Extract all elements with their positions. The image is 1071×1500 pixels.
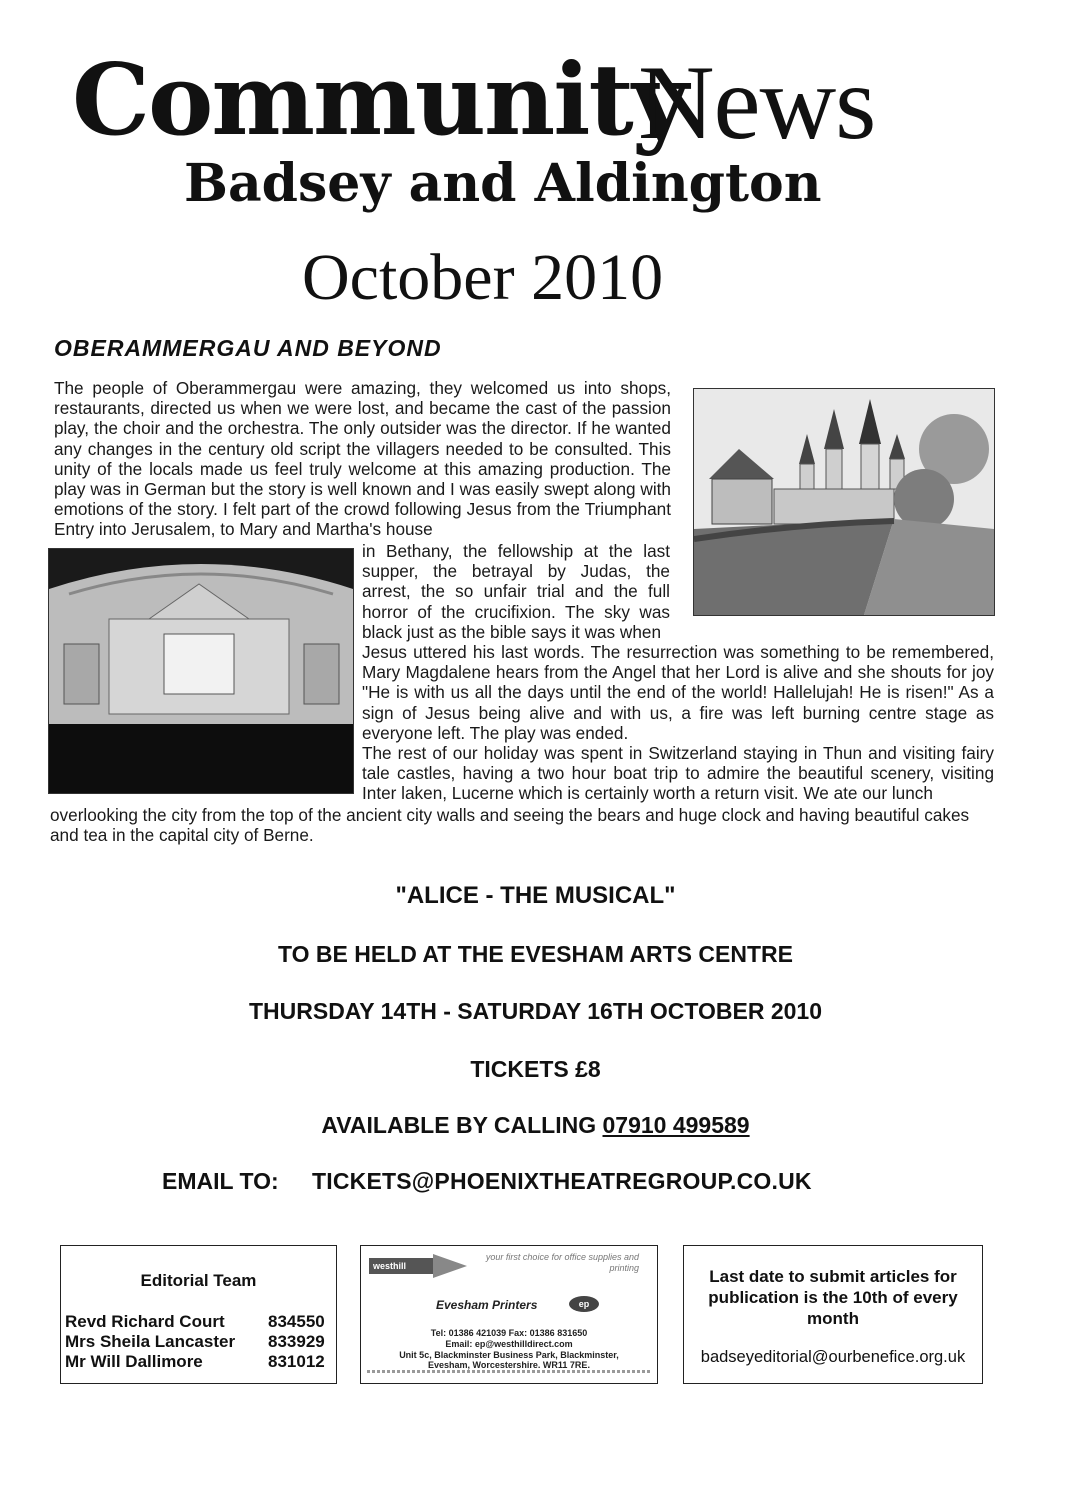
- theatre-stage-drawing: [49, 549, 353, 793]
- article-paragraph-top: The people of Oberammergau were amazing, they welcomed us into shops, restaurants, directed us when we were lost, and became the cast of the passion play, the choir and the orchestra. The only outsider was the director. If he wanted any changes in the century old script the villagers needed to be consulted. This unity of the locals made us feel truly welcome at this amazing production. The play was in German but the story is well known and I was easily swept along with emotions of the story. I felt part of the crowd following Jesus from the Triumphant Entry into Jerusalem, to Mary and Martha's house: [54, 378, 671, 540]
- advert-email: Email: ep@westhilldirect.com: [445, 1339, 573, 1349]
- advert-brand-tag: westhill: [369, 1258, 433, 1274]
- editorial-member-name: Mrs Sheila Lancaster: [65, 1332, 236, 1351]
- theatre-stage-photo: [48, 548, 354, 794]
- deadline-text: Last date to submit articles for publication is the 10th of every month: [708, 1267, 958, 1328]
- editorial-email-link[interactable]: badseyeditorial@ourbenefice.org.uk: [700, 1348, 966, 1366]
- advert-slogan: your first choice for office supplies and printing: [485, 1252, 639, 1273]
- event-venue: TO BE HELD AT THE EVESHAM ARTS CENTRE: [278, 941, 793, 967]
- article-paragraph-right-1: Jesus uttered his last words. The resurrection was something to be remembered, Mary Magdalene hears from the Angel that her Lord is alive and she shouts for joy "He is with us all the days until the end of the world! Hallelujah! He is risen!" As a sign of Jesus being alive and with us, a fire was left burning centre stage as everyone left. The play was ended.: [362, 642, 994, 743]
- submission-deadline-box: [683, 1245, 983, 1384]
- event-ticket-price: TICKETS £8: [470, 1056, 601, 1082]
- article-paragraph-right: [362, 642, 994, 804]
- editorial-member-phone: 833929: [268, 1332, 325, 1351]
- article-paragraph-right-2: The rest of our holiday was spent in Switzerland staying in Thun and visiting fairy tale castles, having a two hour boat trip to admire the beautiful scenery, visiting Inter laken, Lucerne which is certainly worth a return visit. We ate our lunch: [362, 743, 994, 804]
- editorial-member-phone: 831012: [268, 1352, 325, 1371]
- editorial-team-box: [60, 1245, 337, 1384]
- editorial-member-name: Mr Will Dallimore: [65, 1352, 203, 1371]
- printer-advert: [360, 1245, 658, 1384]
- masthead-subtitle: Badsey and Aldington: [184, 153, 822, 214]
- advert-address-line: Evesham, Worcestershire. WR11 7RE.: [428, 1360, 590, 1370]
- article-paragraph-middle: in Bethany, the fellowship at the last supper, the betrayal by Judas, the arrest, the so unfair trial and the full horror of the crucifixion. The sky was black just as the bible says it was when: [362, 541, 670, 642]
- castle-photo-drawing: [694, 389, 994, 615]
- editorial-heading: Editorial Team: [140, 1271, 257, 1290]
- masthead-title-community: Community: [72, 43, 687, 158]
- event-availability: [0, 1112, 1071, 1139]
- event-title: "ALICE - THE MUSICAL": [395, 882, 676, 909]
- advert-tel-fax: Tel: 01386 421039 Fax: 01386 831650: [430, 1328, 588, 1338]
- booking-phone-link[interactable]: 07910 499589: [602, 1112, 750, 1138]
- castle-photo: [693, 388, 995, 616]
- availability-label: AVAILABLE BY CALLING: [321, 1112, 603, 1138]
- issue-date: October 2010: [302, 241, 664, 314]
- editorial-member-name: Revd Richard Court: [65, 1312, 225, 1331]
- article-headline: OBERAMMERGAU AND BEYOND: [54, 335, 442, 361]
- article-paragraph-bottom: overlooking the city from the top of the ancient city walls and seeing the bears and huge clock and having beautiful cakes and tea in the capital city of Berne.: [50, 805, 970, 846]
- ep-logo-icon: ep: [569, 1296, 599, 1312]
- event-dates: THURSDAY 14TH - SATURDAY 16TH OCTOBER 2010: [248, 998, 823, 1024]
- advert-address-line: Unit 5c, Blackminster Business Park, Blackminster,: [399, 1350, 619, 1360]
- email-label: EMAIL TO:: [162, 1168, 279, 1194]
- advert-fine-print: [367, 1370, 651, 1373]
- advert-name: Evesham Printers: [436, 1298, 538, 1312]
- masthead-title-news: News: [638, 44, 876, 161]
- editorial-member-phone: 834550: [268, 1312, 325, 1331]
- booking-email-link[interactable]: TICKETS@PHOENIXTHEATREGROUP.CO.UK: [312, 1168, 812, 1194]
